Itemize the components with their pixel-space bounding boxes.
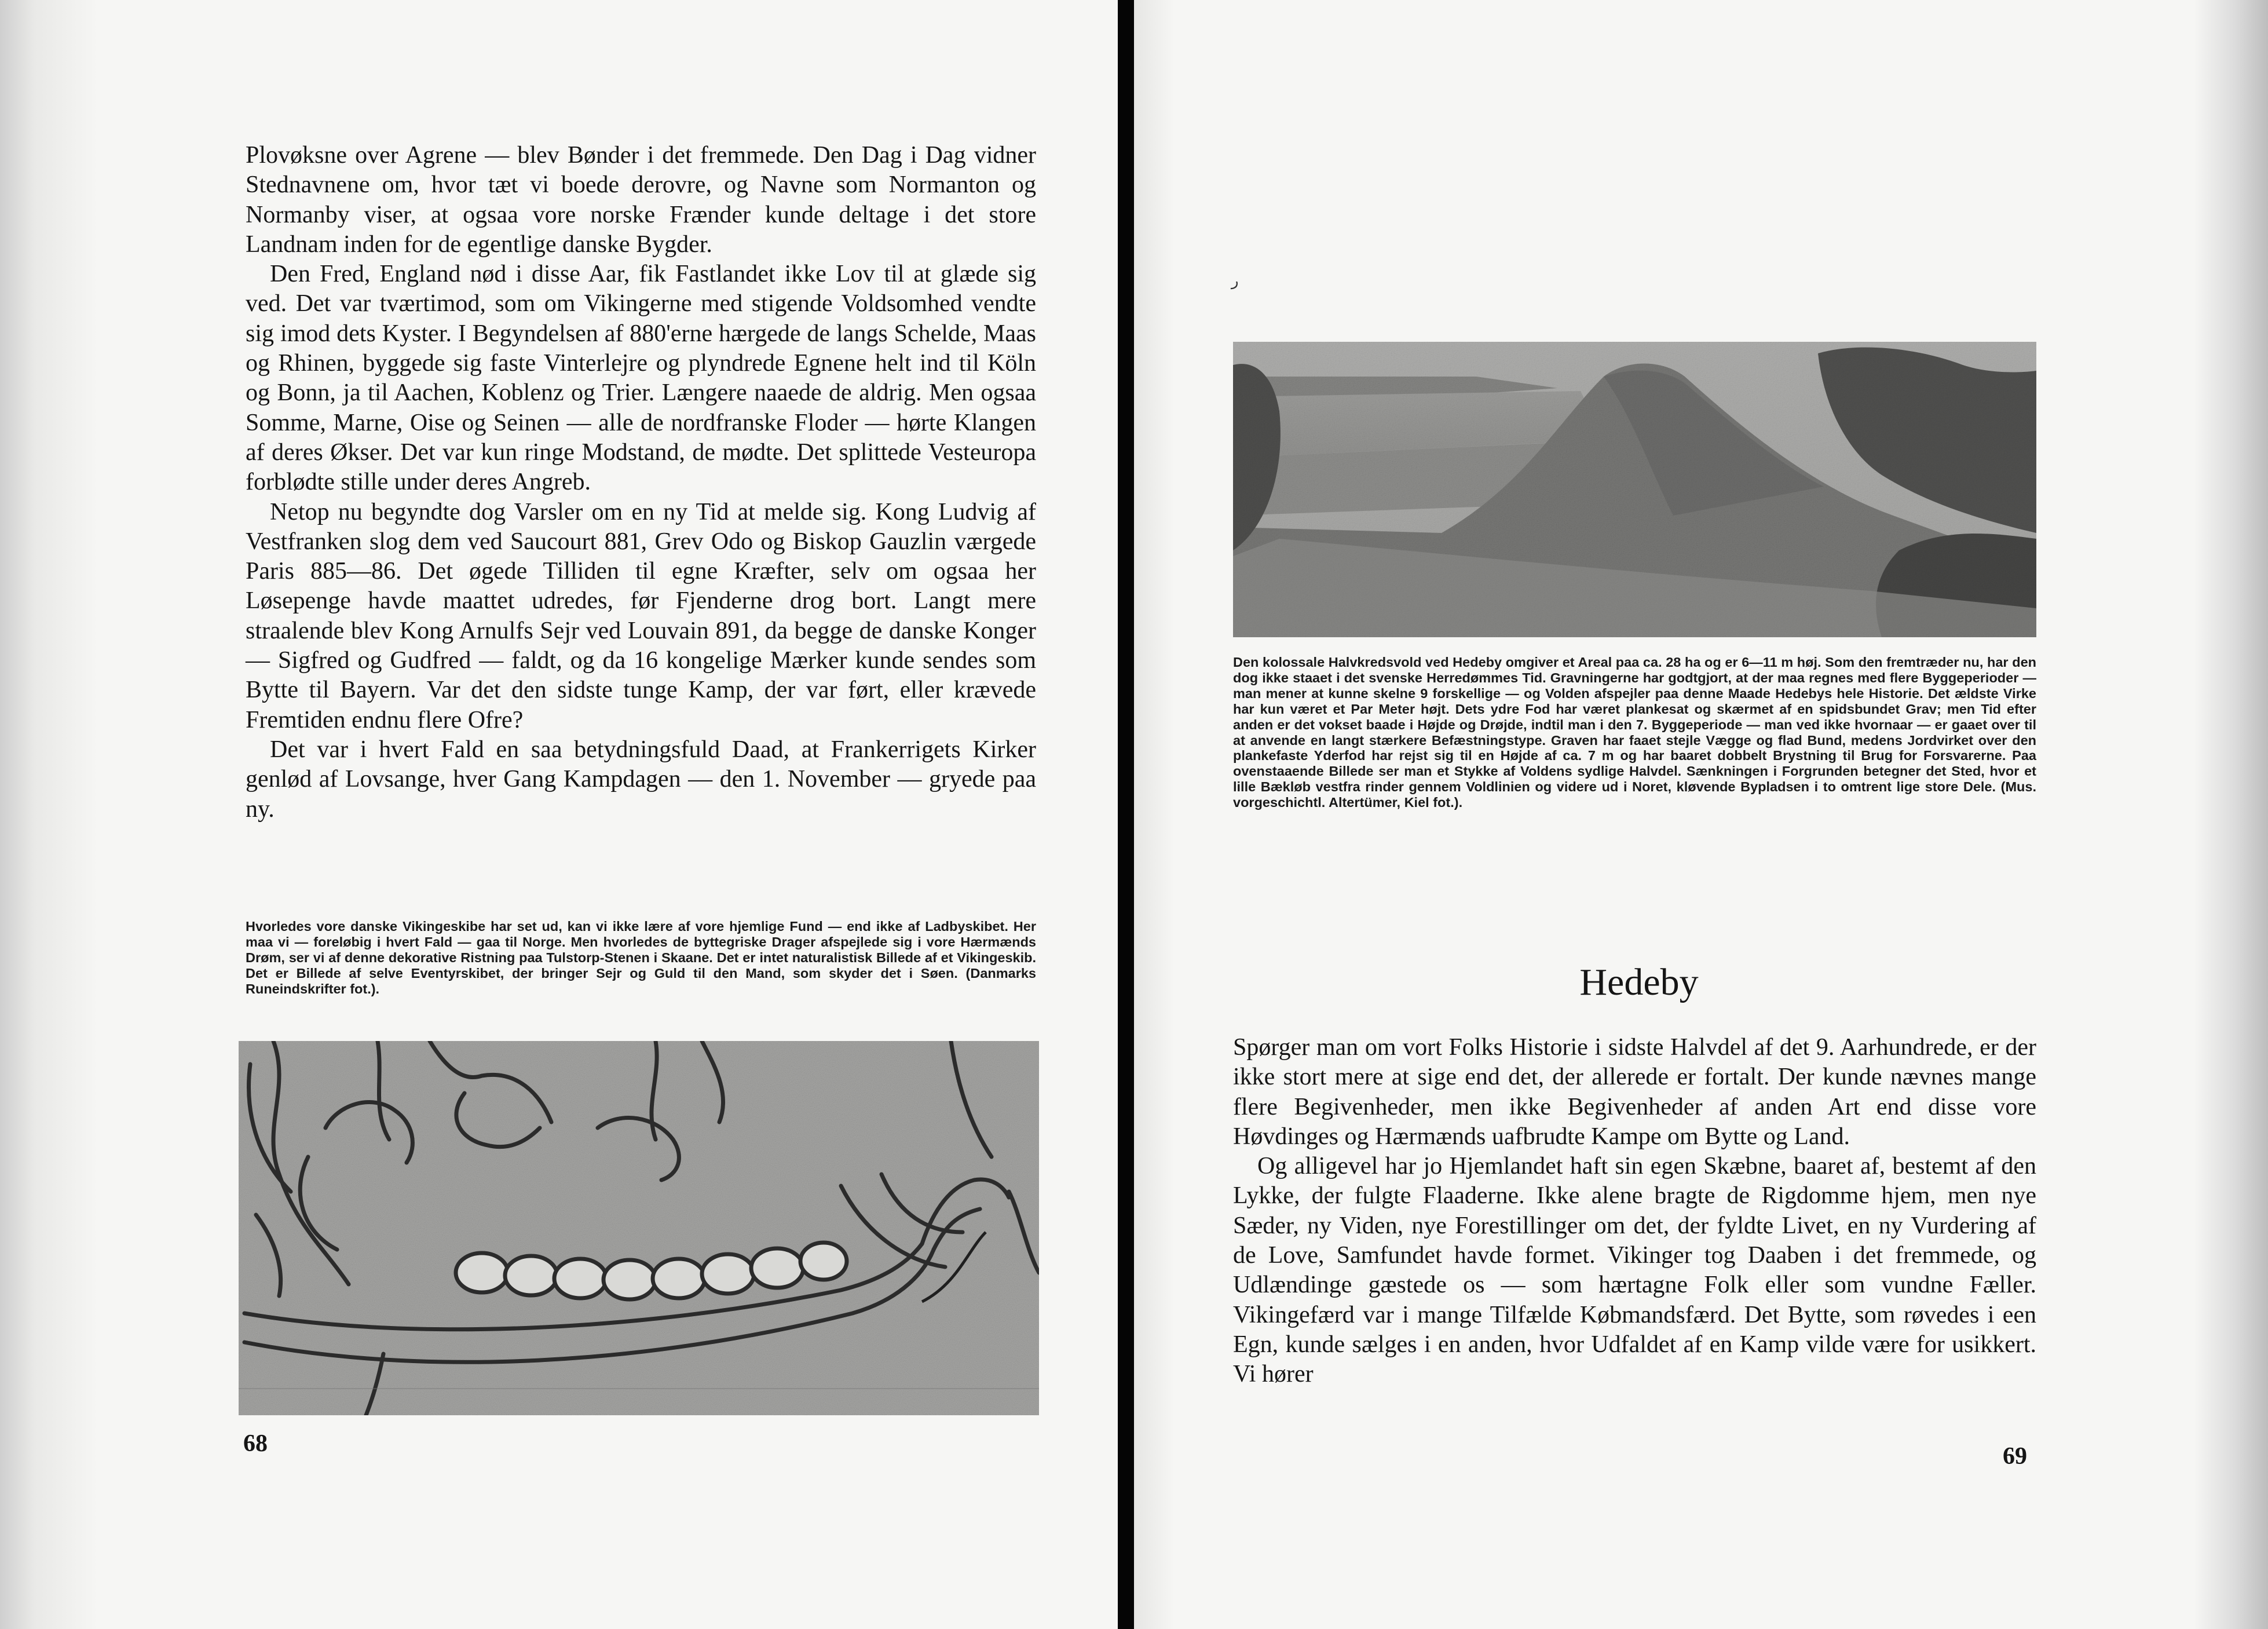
paragraph: Det var i hvert Fald en saa betydningsfuld Daad, at Frankerrigets Kirker genlød af Lovsange, hver Gang Kampdagen — den 1. November — gryede paa ny. bbox=[246, 736, 1036, 823]
paragraph: Og alligevel har jo Hjemlandet haft sin egen Skæbne, baaret af, bestemt af den Lykke, der fulgte Flaaderne. Ikke alene bragte de Rigdomme hjem, men nye Sæder, ny Viden, nye Forestillinger om det, der fyldte Livet, en ny Vurdering af de Love, Samfundet havde formet. Vikinger tog Daaben i det fremmede, og Udlændinge gæstede os — som hærtagne Folk eller som vundne Fæller. Vikingefærd var i mange Tilfælde Købmandsfærd. Det Bytte, som røvedes i een Egn, kunde sælges i en anden, hvor Udfaldet af en Kamp vilde være for usikkert. Vi hører bbox=[1233, 1153, 2036, 1388]
caption-text: Den kolossale Halvkredsvold ved Hedeby omgiver et Areal paa ca. 28 ha og er 6—11 m høj. Som den fremtræder nu, har den dog ikke staaet i det svenske Herredømmes Tid. Gravningerne har godtgjort, at der maa regnes med flere Byggeperioder — man mener at kunne skelne 9 forskellige — og Volden afspejler paa denne Maade Hedebys hele Historie. Det ældste Virke har kun været et Par Meter højt. Dets ydre Fod har været plankesat og skærmet af en spidsbundet Grav; men Tid efter anden er det vokset baade i Højde og Drøjde, indtil man i den 7. Byggeperiode — man ved ikke hvornaar — er gaaet over til at anvende en langt stærkere Befæstningstype. Graven har faaet stejle Vægge og flad Bund, medens Jordvirket over den plankefaste Yderfod har rejst sig til en Højde af ca. 7 m og har baaret dobbelt Brystning til Brug for Forsvarerne. Paa ovenstaaende Billede ser man et Stykke af Voldens sydlige Halvdel. Sænkningen i Forgrunden betegner det Sted, hvor et lille Bækløb vestfra rinder gennem Voldlinien og videre ud i Noret, kløvende Bypladsen i to omtrent lige store Dele. (Mus. vorgeschichtl. Altertümer, Kiel fot.). bbox=[1233, 655, 2036, 810]
caption-text: Hvorledes vore danske Vikingeskibe har set ud, kan vi ikke lære af vore hjemlige Fund — end ikke af Ladbyskibet. Her maa vi — foreløbig i hvert Fald — gaa til Norge. Men hvorledes de byttegriske Drager afspejlede sig i vore Hærmænds Drøm, ser vi af denne dekorative Ristning paa Tulstorp-Stenen i Skaane. Det er intet naturalistisk Billede af et Vikingeskib. Det er Billede af selve Eventyrskibet, der bringer Sejr og Guld til den Mand, som skyder det i Søen. (Danmarks Runeindskrifter fot.). bbox=[246, 919, 1036, 996]
halvkredsvold-rampart-photo bbox=[1233, 342, 2036, 637]
paragraph: Netop nu begyndte dog Varsler om en ny Tid at melde sig. Kong Ludvig af Vestfranken slog dem ved Saucourt 881, Grev Odo og Biskop Gauzlin værgede Paris 885—86. Det øgede Tilliden til egne Kræfter, selv om ogsaa her Løsepenge havde maattet udredes, før Fjenderne drog bort. Langt mere straalende blev Kong Arnulfs Sejr ved Louvain 891, da begge de danske Konger — Sigfred og Gudfred — faldt, og da 16 kongelige Mærker kunde sendes som Bytte til Bayern. Var det den sidste tunge Kamp, der var ført, eller krævede Fremtiden endnu flere Ofre? bbox=[246, 498, 1036, 733]
paragraph: Plovøksne over Agrene — blev Bønder i det fremmede. Den Dag i Dag vidner Stednavnene om, hvor tæt vi boede derovre, og Navne som Normanton og Normanby viser, at ogsaa vore norske Frænder kunde deltage i det store Landnam inden for de egentlige danske Bygder. bbox=[246, 142, 1036, 258]
left-photo-caption bbox=[246, 919, 1036, 997]
margin-mark: ﺭ bbox=[1231, 272, 1239, 289]
right-page bbox=[1134, 0, 2268, 1629]
right-photo-caption bbox=[1233, 655, 2036, 810]
section-heading: Hedeby bbox=[1579, 961, 1699, 1003]
page-number-right: 69 bbox=[2003, 1443, 2027, 1470]
right-body-text bbox=[1233, 1033, 2036, 1390]
book-gutter bbox=[1118, 0, 1134, 1629]
paragraph: Den Fred, England nød i disse Aar, fik Fastlandet ikke Lov til at glæde sig ved. Det var tværtimod, som om Vikingerne med stigende Voldsomhed vendte sig imod dets Kyster. I Begyndelsen af 880'erne hærgede de langs Schelde, Maas og Rhinen, byggede sig faste Vinterlejre og plyndrede Egnene helt ind til Köln og Bonn, ja til Aachen, Koblenz og Trier. Længere naaede de aldrig. Men ogsaa Somme, Marne, Oise og Seinen — alle de nordfranske Floder — hørte Klangen af deres Økser. Det var kun ringe Modstand, de mødte. Det splittede Vesteuropa forblødte stille under deres Angreb. bbox=[246, 261, 1036, 496]
page-number-left: 68 bbox=[243, 1430, 268, 1457]
left-body-text bbox=[246, 141, 1036, 824]
left-page bbox=[0, 0, 1118, 1629]
rune-stone-ship-carving bbox=[239, 1041, 1039, 1415]
paragraph: Spørger man om vort Folks Historie i sidste Halvdel af det 9. Aarhundrede, er der ikke stort mere at sige end det, der allerede er fortalt. Der kunde nævnes mange flere Begivenheder, men ikke Begivenheder af anden Art end disse vore Høvdinges og Hærmænds uafbrudte Kampe om Bytte og Land. bbox=[1233, 1034, 2036, 1150]
